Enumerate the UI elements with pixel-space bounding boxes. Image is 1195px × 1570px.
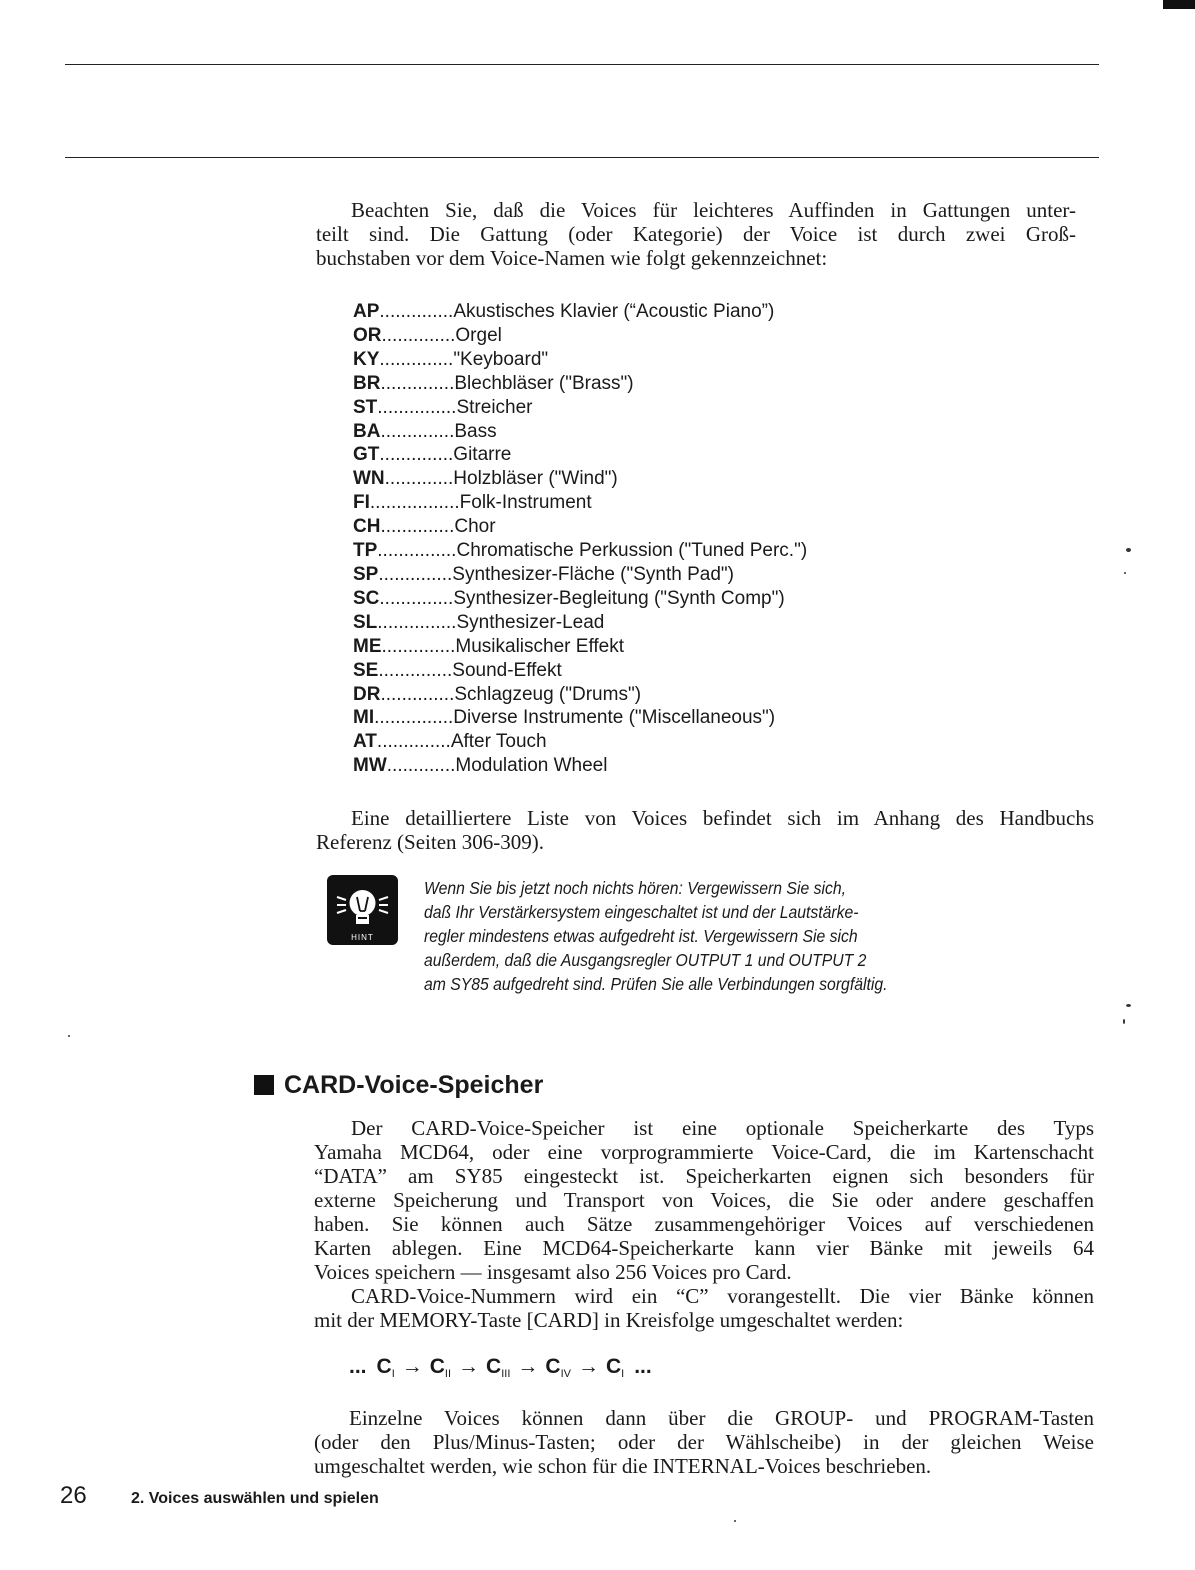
sequence-bank-term [545, 1355, 571, 1378]
card-paragraphs [314, 1116, 1094, 1332]
category-code: CH [353, 516, 381, 538]
category-description: Akustisches Klavier (“Acoustic Piano”) [453, 301, 775, 322]
sequence-letter: C [376, 1355, 392, 1378]
intro-line: buchstaben vor dem Voice-Namen wie folgt gekennzeichnet: [316, 246, 828, 270]
card-line: Der CARD-Voice-Speicher ist eine optionale Speicherkarte des Typs [351, 1116, 1094, 1140]
category-code: FI [353, 492, 370, 514]
sequence-subscript: IV [560, 1368, 571, 1380]
category-description: Schlagzeug ("Drums") [454, 683, 642, 705]
bank-sequence [349, 1352, 652, 1389]
hint-icon-label: HINT [351, 933, 374, 942]
category-leader-dots: .............. [379, 348, 454, 370]
card-line: Karten ablegen. Eine MCD64-Speicherkarte kann vier Bänke mit jeweils 64 [314, 1236, 1094, 1260]
category-item [353, 348, 807, 372]
category-description: Modulation Wheel [455, 755, 608, 777]
category-item [353, 467, 807, 491]
sequence-subscript: I [621, 1368, 625, 1380]
sequence-bank-term [606, 1355, 624, 1378]
category-code: SC [353, 587, 380, 609]
category-code: MW [353, 755, 387, 777]
category-item [353, 539, 807, 563]
category-code: KY [353, 348, 380, 370]
sequence-bank-term [377, 1355, 395, 1378]
detail-line: Eine detailliertere Liste von Voices befindet sich im Anhang des Handbuchs [351, 806, 1094, 830]
category-item [353, 635, 807, 659]
category-item [353, 611, 807, 635]
heading-square-bullet [254, 1075, 274, 1095]
card-line: mit der MEMORY-Taste [CARD] in Kreisfolge umgeschaltet werden: [314, 1308, 904, 1332]
category-leader-dots: ............. [386, 755, 456, 777]
category-item [353, 420, 807, 444]
category-leader-dots: .............. [379, 444, 454, 466]
chapter-footer: 2. Voices auswählen und spielen [131, 1490, 379, 1507]
sequence-arrow-icon: → [517, 1355, 539, 1378]
intro-line: Beachten Sie, daß die Voices für leichteres Auffinden in Gattungen unter- [351, 198, 1076, 222]
category-code: AT [353, 731, 377, 753]
category-description: Blechbläser ("Brass") [454, 372, 634, 394]
category-item [353, 730, 807, 754]
detail-line: Referenz (Seiten 306-309). [316, 830, 544, 854]
category-code: ST [353, 396, 378, 418]
section-heading [254, 1068, 543, 1102]
category-description: Orgel [455, 324, 502, 346]
final-line: Einzelne Voices können dann über die GROUP- und PROGRAM-Tasten [349, 1406, 1094, 1430]
category-code: ME [353, 635, 382, 657]
card-line: externe Speicherung und Transport von Voices, die Sie oder andere geschaffen [314, 1188, 1094, 1212]
scan-speck [68, 1035, 70, 1037]
category-item [353, 372, 807, 396]
sequence-letter: C [605, 1355, 622, 1378]
category-item [353, 563, 807, 587]
detail-paragraph [316, 806, 1094, 854]
category-leader-dots: ............... [374, 707, 454, 729]
category-description: Musikalischer Effekt [455, 635, 625, 657]
intro-line: teilt sind. Die Gattung (oder Kategorie) der Voice ist durch zwei Groß- [316, 222, 1076, 246]
header-rule-second [65, 157, 1099, 158]
hint-text [424, 876, 928, 996]
category-description: Gitarre [453, 444, 512, 466]
page-number: 26 [60, 1482, 87, 1509]
sequence-subscript: II [444, 1368, 452, 1380]
category-code: GT [353, 444, 380, 466]
category-leader-dots: ............... [377, 540, 457, 562]
category-leader-dots: .............. [379, 587, 454, 609]
sequence-lead-ellipsis: ... [349, 1355, 367, 1378]
sequence-letter: C [545, 1355, 561, 1378]
scan-speck [1124, 572, 1126, 574]
category-description: Chor [454, 516, 496, 538]
category-description: After Touch [450, 731, 547, 753]
scan-speck [734, 1520, 736, 1522]
sequence-subscript: I [391, 1368, 395, 1380]
category-description: Bass [454, 420, 497, 442]
sequence-arrow-icon: → [577, 1355, 599, 1378]
category-item [353, 515, 807, 539]
category-code: DR [353, 683, 381, 705]
category-description: Diverse Instrumente ("Miscellaneous") [453, 707, 776, 729]
card-line: CARD-Voice-Nummern wird ein “C” vorangestellt. Die vier Bänke können [351, 1284, 1094, 1308]
hint-line: regler mindestens etwas aufgedreht ist. Vergewissern Sie sich [424, 926, 858, 946]
category-code: AP [353, 301, 380, 322]
category-code: TP [353, 540, 378, 562]
scan-speck [1123, 1019, 1125, 1024]
sequence-subscript: III [501, 1368, 511, 1380]
card-line: Voices speichern — insgesamt also 256 Voices pro Card. [314, 1260, 792, 1284]
sequence-letter: C [486, 1355, 502, 1378]
category-code: SL [353, 611, 378, 633]
category-leader-dots: .............. [381, 635, 456, 657]
category-list [353, 300, 807, 778]
category-description: Synthesizer-Fläche ("Synth Pad") [452, 563, 734, 585]
sequence-bank-term [486, 1355, 510, 1378]
hint-line: am SY85 aufgedreht sind. Prüfen Sie alle Verbindungen sorgfältig. [424, 974, 888, 994]
intro-paragraph [316, 198, 1076, 270]
category-leader-dots: ................. [369, 492, 460, 514]
category-leader-dots: .............. [380, 516, 455, 538]
category-leader-dots: .............. [380, 420, 455, 442]
hint-line: außerdem, daß die Ausgangsregler OUTPUT 1 und OUTPUT 2 [424, 950, 867, 970]
hint-line: daß Ihr Verstärkersystem eingeschaltet ist und der Lautstärke- [424, 902, 859, 922]
category-description: Streicher [456, 396, 533, 418]
category-description: Sound-Effekt [452, 659, 562, 681]
scan-speck [1126, 548, 1131, 552]
sequence-arrow-icon: → [401, 1355, 423, 1378]
category-leader-dots: .............. [378, 659, 453, 681]
final-line: umgeschaltet werden, wie schon für die INTERNAL-Voices beschrieben. [314, 1454, 932, 1478]
card-line: “DATA” am SY85 eingesteckt ist. Speicherkarten eignen sich besonders für [314, 1164, 1094, 1188]
corner-mark [1163, 0, 1195, 9]
category-item [353, 754, 807, 778]
category-item [353, 659, 807, 683]
category-code: BA [353, 420, 381, 442]
category-item [353, 491, 807, 515]
category-item [353, 396, 807, 420]
category-leader-dots: .............. [380, 372, 455, 394]
category-description: Chromatische Perkussion ("Tuned Perc.") [456, 540, 808, 562]
sequence-arrow-icon: → [458, 1355, 480, 1378]
category-leader-dots: .............. [376, 731, 451, 753]
hint-line: Wenn Sie bis jetzt noch nichts hören: Vergewissern Sie sich, [424, 878, 846, 898]
category-description: "Keyboard" [453, 348, 549, 370]
category-code: SE [353, 659, 379, 681]
category-code: SP [353, 563, 379, 585]
final-paragraph [314, 1406, 1094, 1478]
category-code: BR [353, 372, 381, 394]
category-leader-dots: ............. [384, 468, 454, 490]
category-description: Folk-Instrument [459, 492, 592, 514]
sequence-trail-ellipsis: ... [634, 1355, 652, 1378]
category-code: OR [353, 324, 382, 346]
category-leader-dots: ............... [377, 611, 457, 633]
card-line: Yamaha MCD64, oder eine vorprogrammierte Voice-Card, die im Kartenschacht [314, 1140, 1094, 1164]
category-leader-dots: .............. [378, 563, 453, 585]
category-description: Synthesizer-Begleitung ("Synth Comp") [453, 587, 785, 609]
category-item [353, 443, 807, 467]
header-rule-top [65, 64, 1099, 65]
final-line: (oder den Plus/Minus-Tasten; oder der Wählscheibe) in der gleichen Weise [314, 1430, 1094, 1454]
category-code: WN [353, 468, 385, 490]
category-leader-dots: ............... [377, 396, 457, 418]
scan-speck [1126, 1004, 1131, 1007]
sequence-letter: C [429, 1355, 445, 1378]
hint-lightbulb-icon [327, 875, 398, 945]
category-code: MI [353, 707, 375, 729]
category-description: Holzbläser ("Wind") [453, 468, 618, 490]
category-description: Synthesizer-Lead [456, 611, 605, 633]
category-item [353, 587, 807, 611]
section-title: CARD-Voice-Speicher [284, 1071, 544, 1099]
category-leader-dots: .............. [379, 301, 454, 322]
category-item [353, 706, 807, 730]
category-item [353, 324, 807, 348]
sequence-bank-term [430, 1355, 451, 1378]
category-leader-dots: .............. [380, 683, 455, 705]
category-item [353, 683, 807, 707]
category-item [353, 300, 807, 324]
card-line: haben. Sie können auch Sätze zusammengehöriger Voices auf verschiedenen [314, 1212, 1094, 1236]
category-leader-dots: .............. [381, 324, 456, 346]
